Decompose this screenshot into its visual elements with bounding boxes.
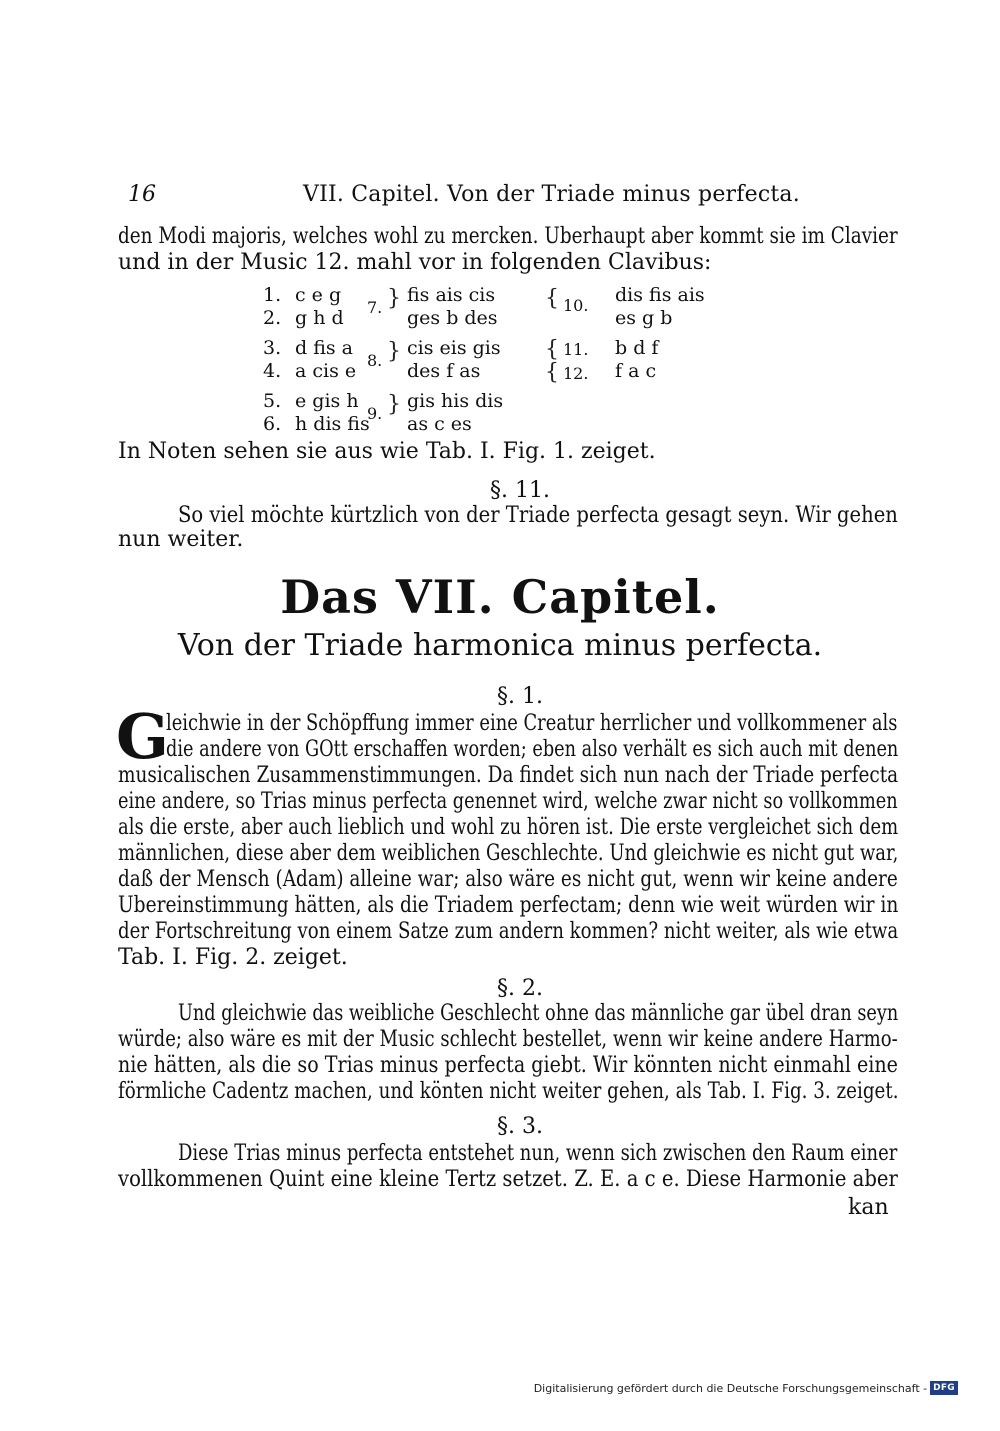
brace-icon: } [387, 392, 401, 417]
chord-notes: des f as [407, 360, 481, 382]
chord-notes: as c es [407, 413, 472, 435]
chord-notes: es g b [615, 307, 673, 329]
section-1-line-2: die andere von GOtt erschaffen worden; eben also verhält es sich auch mit denen [166, 737, 899, 762]
section-heading: §. 11. [490, 478, 550, 503]
running-title: VII. Capitel. Von der Triade minus perfecta. [303, 182, 800, 207]
section-1-line-4: eine andere, so Trias minus perfecta genennet wird, welche zwar nicht so vollkommen [118, 789, 898, 814]
chord-num: 6. [263, 413, 282, 435]
section-1-line-3: musicalischen Zusammenstimmungen. Da findet sich nun nach der Triade perfecta [118, 763, 899, 788]
intro-line-2: und in der Music 12. mahl vor in folgenden Clavibus: [118, 250, 712, 275]
digitization-credit [534, 1381, 958, 1395]
brace-icon: } [387, 286, 401, 311]
section-2-line-1: Und gleichwie das weibliche Geschlecht ohne das männliche gar übel dran seyn [178, 1001, 899, 1026]
chord-num: 3. [263, 337, 282, 359]
chord-notes: fis ais cis [407, 284, 496, 306]
section-11-line-1: So viel möchte kürtzlich von der Triade perfecta gesagt seyn. Wir gehen [178, 503, 898, 528]
after-table-line: In Noten sehen sie aus wie Tab. I. Fig. 1. zeiget. [118, 439, 656, 464]
chord-notes: a cis e [295, 360, 357, 382]
section-1-line-7: daß der Mensch (Adam) alleine war; also wäre es nicht gut, wenn wir keine andere [118, 867, 898, 892]
brace-icon: { [545, 360, 559, 385]
page-number: 16 [128, 182, 156, 207]
group-number: 9. [367, 404, 383, 423]
chord-notes: dis fis ais [615, 284, 705, 306]
section-heading: §. 2. [497, 976, 543, 1001]
section-1-line-1: leichwie in der Schöpffung immer eine Creatur herrlicher und vollkommener als [166, 711, 898, 736]
chapter-title: Das VII. Capitel. [280, 570, 720, 624]
group-number: 8. [367, 351, 383, 370]
section-heading: §. 1. [497, 684, 543, 709]
chord-notes: g h d [295, 307, 344, 329]
brace-icon: } [387, 339, 401, 364]
section-11-line-2: nun weiter. [118, 527, 244, 552]
section-1-line-8: Ubereinstimmung hätten, als die Triadem perfectam; denn wie weit würden wir in [118, 893, 899, 918]
section-3-line-2: vollkommenen Quint eine kleine Tertz setzet. Z. E. a c e. Diese Harmonie aber [118, 1167, 898, 1192]
section-3-line-1: Diese Trias minus perfecta entstehet nun, wenn sich zwischen den Raum einer [178, 1141, 898, 1166]
chord-notes: ges b des [407, 307, 498, 329]
section-2-line-4: förmliche Cadentz machen, und könten nicht weiter gehen, als Tab. I. Fig. 3. zeiget. [118, 1079, 899, 1104]
chord-notes: d fis a [295, 337, 353, 359]
section-1-line-6: männlichen, diese aber dem weiblichen Geschlechte. Und gleichwie es nicht gut war, [118, 841, 899, 866]
chord-num: 4. [263, 360, 282, 382]
brace-icon: { [545, 286, 559, 311]
chord-table [255, 280, 775, 435]
chord-notes: gis his dis [407, 390, 504, 412]
drop-cap: G [116, 700, 169, 773]
section-heading: §. 3. [497, 1114, 543, 1139]
group-number: 7. [367, 298, 383, 317]
chord-num: 1. [263, 284, 282, 306]
chapter-subtitle: Von der Triade harmonica minus perfecta. [177, 628, 823, 663]
section-2-line-3: nie hätten, als die so Trias minus perfecta giebt. Wir könnten nicht einmahl eine [118, 1053, 898, 1078]
group-number: 12. [563, 364, 589, 383]
chord-notes: h dis fis [295, 413, 370, 435]
chord-num: 2. [263, 307, 282, 329]
group-number: 11. [563, 340, 589, 359]
section-1-line-9: der Fortschreitung von einem Satze zum andern kommen? nicht weiter, als wie etwa [118, 919, 899, 944]
catchword: kan [848, 1195, 889, 1220]
chord-notes: c e g [295, 284, 342, 306]
dfg-logo-icon: DFG [930, 1381, 958, 1395]
chord-notes: cis eis gis [407, 337, 501, 359]
brace-icon: { [545, 337, 559, 362]
section-2-line-2: würde; also wäre es mit der Music schlecht bestellet, wenn wir keine andere Harmo- [118, 1027, 898, 1052]
credit-text: Digitalisierung gefördert durch die Deutsche Forschungsgemeinschaft - [533, 1381, 928, 1395]
intro-line-1: den Modi majoris, welches wohl zu mercken. Uberhaupt aber kommt sie im Clavier [118, 224, 898, 249]
chord-notes: f a c [615, 360, 657, 382]
chord-notes: b d f [615, 337, 659, 359]
section-1-line-10: Tab. I. Fig. 2. zeiget. [118, 945, 348, 970]
section-1-line-5: als die erste, aber auch lieblich und wohl zu hören ist. Die erste vergleichet sich dem [118, 815, 899, 840]
chord-notes: e gis h [295, 390, 359, 412]
chord-num: 5. [263, 390, 282, 412]
group-number: 10. [563, 296, 589, 315]
